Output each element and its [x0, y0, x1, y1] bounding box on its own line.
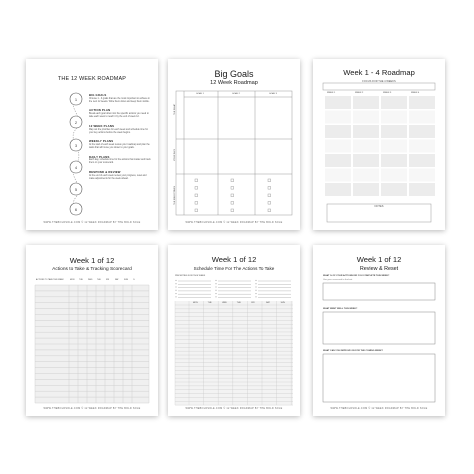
page-title: Week 1 - 4 Roadmap — [343, 68, 415, 77]
scorecard-column-header: FRI — [106, 279, 110, 281]
week-cell — [325, 111, 351, 124]
page-title: Week 1 of 12 — [69, 256, 115, 265]
week-cell — [353, 111, 379, 124]
page-title: Week 1 of 12 — [356, 255, 402, 264]
page-subtitle: Review & Reset — [359, 266, 399, 272]
week-roadmap-page — [313, 59, 445, 230]
row-label-what: THE WHAT — [174, 103, 176, 115]
priorities-label: PRIORITIES FOR THIS WEEK — [175, 275, 206, 277]
milestone-checkbox — [268, 179, 271, 182]
milestone-checkbox — [195, 209, 198, 212]
page-subtitle: Schedule Time For The Actions To Take — [193, 266, 275, 271]
week-header-3: WEEK 3 — [383, 92, 392, 94]
week-cell — [409, 154, 435, 167]
week-cell — [409, 140, 435, 153]
question-1: WHAT % OF YOUR ACTIONS DID YOU COMPLETE THIS WEEK? — [323, 275, 390, 277]
review-boxes — [313, 245, 445, 416]
page-footer: WWW.THEBOLDSOLE.COM © 12 WEEK ROADMAP BY THE BOLD SOLE — [330, 407, 428, 410]
page-title: THE 12 WEEK ROADMAP — [57, 76, 127, 82]
week-cell — [381, 96, 407, 109]
roadmap-step — [89, 124, 151, 135]
page-subtitle: Actions to Take & Tracking Scorecard — [52, 267, 132, 272]
roadmap-step-heading: ACTION PLAN — [89, 108, 111, 113]
svg-text:1: 1 — [74, 97, 78, 102]
week-cell — [381, 111, 407, 124]
schedule-grid — [168, 245, 300, 416]
milestone-checkbox — [268, 209, 271, 212]
schedule-day-header: SAT — [266, 301, 270, 304]
milestone-checkbox — [268, 187, 271, 190]
schedule-day-header: FRI — [251, 301, 255, 304]
svg-text:2: 2 — [74, 120, 78, 125]
answer-box-1 — [323, 283, 435, 300]
week-cell — [409, 96, 435, 109]
page-title: Week 1 of 12 — [211, 255, 257, 264]
page-footer: WWW.THEBOLDSOLE.COM © 12 WEEK ROADMAP BY THE BOLD SOLE — [43, 407, 141, 410]
roadmap-step-text: Map out the priorities for each week and schedule time for your key actions before the week begins. — [89, 128, 148, 134]
week-cell — [381, 169, 407, 182]
scorecard-grid — [26, 245, 158, 416]
roadmap-step — [89, 108, 151, 119]
schedule-day-header: TUE — [207, 301, 212, 304]
svg-text:5: 5 — [74, 187, 78, 192]
roadmap-step-text: At the start of each week review your roadmap and plan the tasks that will move you closer to your goals. — [89, 143, 150, 149]
question-3: WHAT CAN YOU IMPROVE ON FOR THE COMING WEEK? — [323, 350, 383, 352]
answer-box-2 — [323, 312, 435, 344]
focus-label: FOCUS FOR THE 4 WEEKS — [362, 80, 396, 83]
scorecard-column-header: % — [133, 279, 135, 281]
week-cell — [325, 125, 351, 138]
notes-label: NOTES — [374, 205, 384, 208]
scorecard-column-header: SUN — [124, 279, 128, 281]
milestone-checkbox — [195, 187, 198, 190]
milestone-checkbox — [231, 194, 234, 197]
week-header-1: WEEK 1 — [327, 92, 336, 94]
roadmap-sections — [89, 93, 151, 185]
scorecard-column-header: MON — [70, 279, 75, 281]
roadmap-step-text: Each day, schedule time for the actions that matter and track them on your scorecard. — [89, 159, 151, 165]
roadmap-step-heading: WEEKLY PLANS — [89, 139, 114, 144]
week-header-2: WEEK 2 — [355, 92, 364, 94]
scorecard-column-header: WED — [88, 279, 93, 281]
week-cell — [381, 140, 407, 153]
schedule-day-header: WED — [222, 301, 227, 304]
milestone-checkbox — [195, 194, 198, 197]
roadmap-step-heading: RESPOND & REVIEW — [89, 169, 121, 174]
week-cell — [381, 125, 407, 138]
roadmap-step — [89, 93, 151, 104]
schedule-day-header: THU — [236, 301, 241, 304]
goal-header-1: GOAL 1 — [196, 92, 204, 95]
milestone-checkbox — [231, 187, 234, 190]
goal-header-3: GOAL 3 — [269, 92, 277, 95]
week-cell — [325, 140, 351, 153]
roadmap-step-text: At the end of each week review your progress, reset and make adjustments for the week ahead. — [89, 174, 147, 180]
page-footer: WWW.THEBOLDSOLE.COM © 12 WEEK ROADMAP BY THE BOLD SOLE — [185, 221, 283, 224]
week-header-4: WEEK 4 — [411, 92, 420, 94]
roadmap-step-heading: DAILY PLANS — [89, 154, 110, 159]
week-cell — [409, 183, 435, 196]
big-goals-page — [168, 59, 300, 230]
question-1-hint: Use your scorecard to find out — [323, 279, 353, 281]
question-2: WHAT WENT WELL THIS WEEK? — [323, 308, 358, 310]
page-footer: WWW.THEBOLDSOLE.COM © 12 WEEK ROADMAP BY THE BOLD SOLE — [185, 407, 283, 410]
roadmap-step — [89, 155, 151, 166]
milestone-checkbox — [268, 202, 271, 205]
page-subtitle: 12 Week Roadmap — [210, 80, 258, 86]
week-cell — [325, 96, 351, 109]
week-cell — [409, 125, 435, 138]
roadmap-step-text: Choose 1 - 3 goals that are the most important to achieve in the next 12 weeks. Write them down and keep them visible. — [89, 97, 150, 103]
week-cell — [353, 183, 379, 196]
roadmap-page — [26, 59, 158, 230]
review-page — [313, 245, 445, 416]
scorecard-column-header: SAT — [115, 279, 119, 281]
week-cell — [353, 125, 379, 138]
milestone-checkbox — [195, 179, 198, 182]
milestone-checkbox — [231, 202, 234, 205]
roadmap-step-heading: 12 WEEK PLANS — [89, 123, 115, 128]
week-cell — [325, 169, 351, 182]
week-cell — [409, 169, 435, 182]
week-cell — [353, 140, 379, 153]
week-cell — [353, 169, 379, 182]
week-cell — [353, 96, 379, 109]
week-cell — [325, 154, 351, 167]
week-cell — [381, 183, 407, 196]
scorecard-page — [26, 245, 158, 416]
scorecard-column-header: TUE — [79, 279, 83, 281]
week-cell — [381, 154, 407, 167]
milestone-checkbox — [231, 209, 234, 212]
milestone-checkbox — [268, 194, 271, 197]
row-label-milestones: THE MILESTONES — [174, 185, 176, 205]
week-cell — [353, 154, 379, 167]
roadmap-step — [89, 139, 151, 150]
scorecard-column-header: THU — [97, 279, 101, 281]
schedule-day-header: MON — [193, 301, 198, 304]
goals-grid — [168, 59, 300, 230]
scorecard-column-header: ACTIONS TO TAKE THIS WEEK — [36, 279, 64, 281]
svg-text:6: 6 — [74, 207, 78, 212]
page-title: Big Goals — [214, 69, 254, 79]
schedule-day-header: SUN — [280, 301, 285, 304]
milestone-checkbox — [195, 202, 198, 205]
answer-box-3 — [323, 354, 435, 402]
roadmap-step-text: Break each goal down into the specific actions you need to take each week to reach it by the end of week 12. — [89, 113, 149, 119]
goal-header-2: GOAL 2 — [232, 92, 240, 95]
svg-text:3: 3 — [74, 143, 78, 148]
milestone-checkbox — [231, 179, 234, 182]
roadmap-step — [89, 170, 151, 181]
page-footer: WWW.THEBOLDSOLE.COM © 12 WEEK ROADMAP BY THE BOLD SOLE — [43, 221, 141, 224]
row-label-why: YOUR WHY — [174, 148, 176, 161]
roadmap-step-heading: BIG GOALS — [89, 93, 107, 97]
week-cell — [325, 183, 351, 196]
svg-text:4: 4 — [74, 165, 78, 170]
schedule-page — [168, 245, 300, 416]
week-cell — [409, 111, 435, 124]
